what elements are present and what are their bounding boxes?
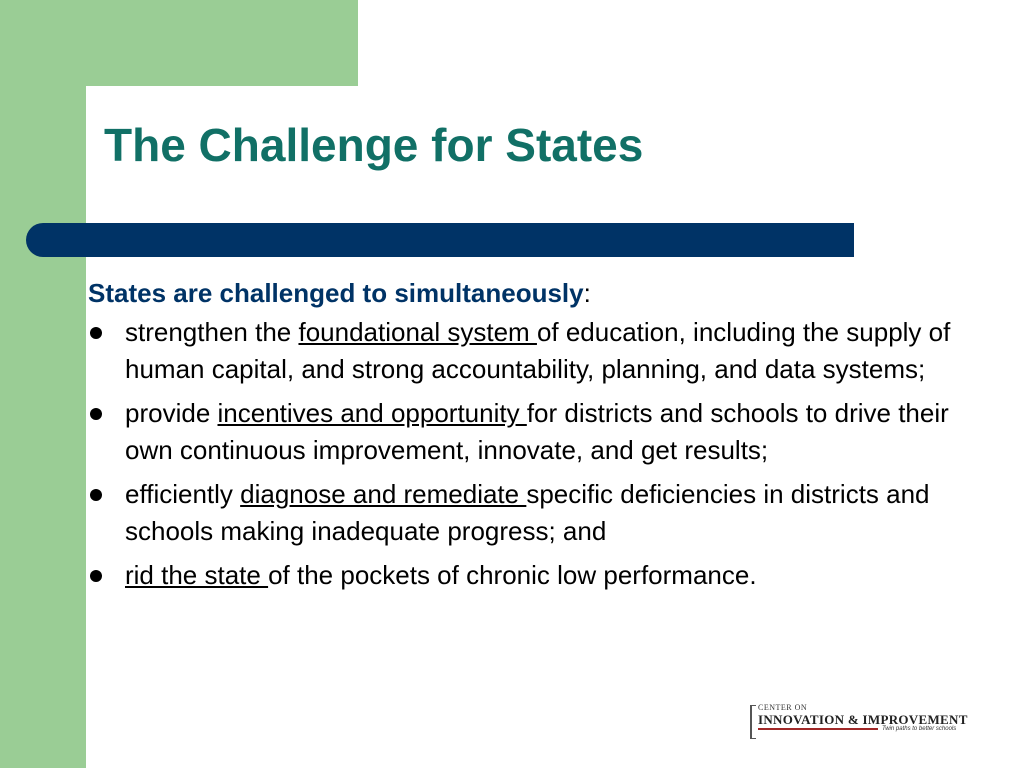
bullet-underlined-text: diagnose and remediate bbox=[240, 479, 527, 509]
bullet-dot-icon bbox=[90, 327, 102, 339]
bullet-item bbox=[88, 476, 993, 550]
bullet-underlined-text: foundational system bbox=[298, 317, 537, 347]
bullet-underlined-text: rid the state bbox=[125, 560, 269, 590]
intro-line bbox=[88, 275, 993, 312]
bullet-dot-icon bbox=[90, 489, 102, 501]
bullet-text: specific deficiencies in districts and schools making inadequate progress; and bbox=[125, 479, 930, 546]
bullet-text: of the pockets of chronic low performance. bbox=[268, 560, 757, 590]
logo-rule bbox=[758, 728, 878, 730]
bullet-list bbox=[88, 314, 993, 594]
slide-body bbox=[88, 275, 993, 601]
bullet-item bbox=[88, 395, 993, 469]
bullet-text: for districts and schools to drive their own continuous improvement, innovate, and get results; bbox=[125, 398, 949, 465]
green-side-band bbox=[0, 0, 86, 768]
logo-line1: CENTER ON bbox=[758, 703, 808, 712]
bullet-text: provide bbox=[125, 398, 218, 428]
bullet-text: of education, including the supply of human capital, and strong accountability, planning, and data systems; bbox=[125, 317, 951, 384]
bullet-text: efficiently bbox=[125, 479, 241, 509]
intro-text: States are challenged to simultaneously bbox=[88, 278, 584, 308]
bullet-dot-icon bbox=[90, 570, 102, 582]
bullet-underlined-text: incentives and opportunity bbox=[217, 398, 527, 428]
green-top-band bbox=[0, 0, 358, 86]
intro-colon: : bbox=[583, 278, 591, 308]
logo-bracket-icon bbox=[750, 705, 756, 739]
bullet-item bbox=[88, 314, 993, 388]
logo-line2: INNOVATION & IMPROVEMENT bbox=[758, 712, 968, 727]
logo-tagline: Twin paths to better schools bbox=[882, 726, 957, 732]
center-logo bbox=[750, 703, 968, 739]
title-divider-bar bbox=[26, 223, 854, 257]
bullet-text: strengthen the bbox=[125, 317, 299, 347]
bullet-item bbox=[88, 557, 993, 594]
bullet-dot-icon bbox=[90, 408, 102, 420]
slide-title: The Challenge for States bbox=[104, 119, 644, 171]
